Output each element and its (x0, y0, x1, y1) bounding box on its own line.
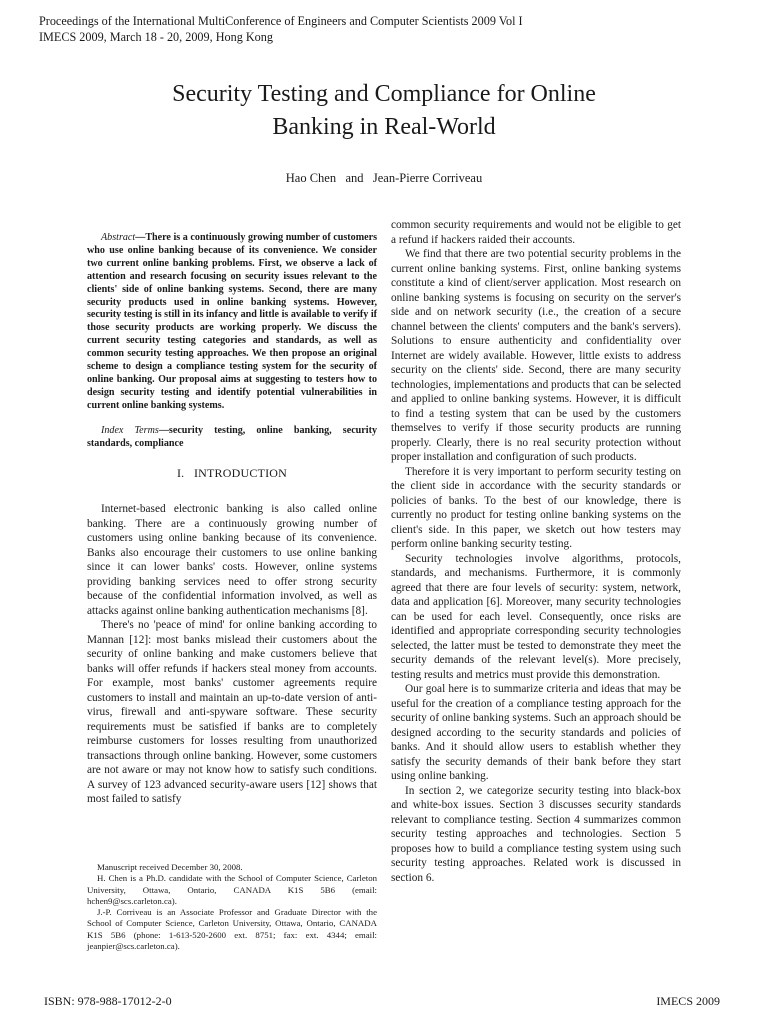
left-column (87, 232, 377, 807)
paragraph: Therefore it is very important to perform security testing on the client side in accordance with the security standards or policies of banks. To the best of our knowledge, there is currently no product for testing online banking systems on the client's side. In this paper, we sketch out how testers may perform online banking security testing. (391, 465, 681, 550)
paragraph: There's no 'peace of mind' for online banking according to Mannan [12]: most banks mislead their customers about the security of online banking and make customers believe that banks will offer refunds if hackers steal money from accounts. For example, most banks' customer agreements require customers to install and maintain an up-to-date version of anti-virus, firewall and anti-spyware software. These security requirements must be satisfied if banks are to completely reimburse customers for losses resulting from unauthorized transactions through online banking. However, some customers are not aware or may not know how to satisfy such conditions. A survey of 123 advanced security-aware users [12] shows that most failed to satisfy (87, 619, 377, 805)
footnotes (87, 862, 377, 952)
abstract (87, 232, 377, 413)
running-header (39, 14, 739, 45)
footer-isbn: ISBN: 978-988-17012-2-0 (44, 994, 172, 1008)
paragraph: Our goal here is to summarize criteria and ideas that may be useful for the creation of a compliance testing approach for the security of online banking systems. Such an approach should be designed according to the security standards and policies of banks. And it should allow users to establish whether they satisfy the security demands of their bank before they start using online banking. (391, 683, 681, 782)
right-column (391, 218, 681, 885)
title-line-1: Security Testing and Compliance for Online (172, 81, 596, 107)
footnote-manuscript: Manuscript received December 30, 2008. (97, 862, 243, 872)
footnote-author-chen: H. Chen is a Ph.D. candidate with the School of Computer Science, Carleton University, Ottawa, Ontario, CANADA K1S 5B6 (email: hchen9@scs.carleton.ca). (87, 873, 377, 906)
paragraph-continuation: common security requirements and would not be eligible to get a refund if hackers raided their accounts. (391, 219, 681, 246)
footer-conference: IMECS 2009 (656, 994, 720, 1008)
abstract-lead: Abstract (101, 232, 136, 243)
section-heading-introduction: I. INTRODUCTION (176, 465, 288, 480)
title-line-2: Banking in Real-World (272, 114, 496, 140)
authors: Hao Chen and Jean-Pierre Corriveau (285, 171, 483, 185)
abstract-text: —There is a continuously growing number of customers who use online banking because of its convenience. We consider two current online banking problems. First, we observe a lack of attention and research focusing on security issues relevant to the clients' side of online banking systems. Second, there are many security products used in online banking systems. However, security testing is still in its infancy and little is available to verify if those security products are working properly. We discuss the current security testing categories and standards, as well as common security testing approaches. We then propose an original scheme to design a compliance testing system for the security of online banking. Our proposal aims at suggesting to testers how to design security testing and identify potential vulnerabilities in current online banking systems. (87, 232, 377, 411)
paragraph: Security technologies involve algorithms, protocols, standards, and mechanisms. Furthermore, it is commonly agreed that there are four levels of security: system, network, data and application [6]. Moreover, many security technologies can be used for each level. Consequently, once risks are identified and appropriate corresponding security technologies selected, the latter must be tested to demonstrate they meet the security demands of the relevant level(s). More precisely, testing results and metrics must provide this demonstration. (391, 552, 681, 681)
header-conference-date: IMECS 2009, March 18 - 20, 2009, Hong Kong (39, 29, 273, 44)
header-proceedings: Proceedings of the International MultiConference of Engineers and Computer Scientists 2009 Vol I (39, 14, 523, 28)
paper-title (60, 78, 708, 144)
footnote-author-corriveau: J.-P. Corriveau is an Associate Professor and Graduate Director with the School of Computer Science, Carleton University, Ottawa, Ontario, CANADA K1S 5B6 (phone: 1-613-520-2600 ext. 8751; fax: ext. 4344; email: jeanpier@scs.carleton.ca). (87, 907, 377, 952)
paragraph: In section 2, we categorize security testing into black-box and white-box issues. Section 3 discusses security standards relevant to compliance testing. Section 4 summarizes common security testing approaches and technologies. Section 5 proposes how to build a compliance testing system using such security testing approaches. Related work is discussed in section 6. (391, 784, 681, 884)
paragraph: We find that there are two potential security problems in the current online banking systems. First, online banking systems constitute a kind of client/server application. Most research on online banking systems is focusing on security on the server's side and on network security (i.e., the creation of a secure channel between the clients' computers and the bank's servers). Solutions to ensure authenticity and confidentiality over Internet are widely available. However, little exists to address security on the clients' side. Second, there are many security technologies, implementations and products that can be selected and applied to online banking systems. However, it is difficult to find a testing system that can be used by the customers themselves to verify if those security products are running properly. Clearly, there is no real security protection without proper installation and configuration of such products. (391, 248, 681, 463)
index-terms-text: —security testing, online banking, security standards, compliance (87, 424, 377, 449)
index-terms-lead: Index Terms (101, 424, 159, 436)
index-terms (87, 425, 377, 451)
introduction-body (87, 502, 377, 807)
paragraph: Internet-based electronic banking is also called online banking. There are a continuously growing number of customers using online banking because of its convenience. Banks also encourage their customers to use online banking since it can lower banks' costs. However, online systems providing banking services need to offer strong security because of the confidential information involved, as well as attacks against online banking authentication mechanisms [8]. (87, 503, 377, 617)
